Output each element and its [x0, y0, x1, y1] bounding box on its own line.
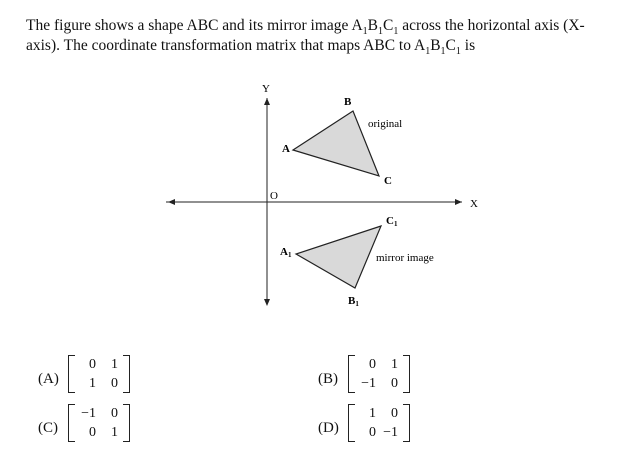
triangle-mirror [296, 226, 381, 288]
matrix-grid: 1 0 0 −1 [369, 406, 398, 440]
option-d-label[interactable]: (D) [318, 420, 339, 436]
question-line-2: axis). The coordinate transformation matrix that maps ABC to $A_1B_1C_1$ is [26, 37, 476, 58]
option-c-label[interactable]: (C) [38, 420, 58, 436]
matrix-bracket-right [123, 355, 130, 393]
x-axis-left-arrow [168, 199, 175, 205]
option-c-matrix [68, 404, 130, 442]
point-b1-label: B1 [348, 295, 359, 308]
matrix-grid: 0 1 1 0 [89, 357, 118, 391]
y-axis-label: Y [262, 83, 270, 95]
matrix-bracket-left [68, 355, 75, 393]
point-c1-label: C1 [386, 215, 398, 228]
point-a1-label: A1 [280, 246, 292, 259]
point-b-label: B [344, 96, 352, 108]
point-a-label: A [282, 143, 290, 155]
y-axis-bottom-arrow [264, 299, 270, 306]
matrix-bracket-left [68, 404, 75, 442]
origin-label: O [270, 190, 278, 202]
matrix-grid: −1 0 0 1 [81, 406, 118, 440]
matrix-bracket-right [403, 355, 410, 393]
mirror-image-label: mirror image [376, 252, 434, 264]
question-line-1: The figure shows a shape ABC and its mirror image $A_1B_1C_1$ across the horizontal axis (X- [26, 17, 585, 38]
matrix-grid: 0 1 −1 0 [361, 357, 398, 391]
matrix-bracket-left [348, 355, 355, 393]
option-a-label[interactable]: (A) [38, 371, 59, 387]
point-c-label: C [384, 175, 392, 187]
matrix-bracket-left [348, 404, 355, 442]
x-axis-label: X [470, 198, 478, 210]
matrix-bracket-right [123, 404, 130, 442]
triangle-original [293, 111, 379, 176]
option-d-matrix [348, 404, 410, 442]
option-b-matrix [348, 355, 410, 393]
original-label: original [368, 118, 403, 130]
matrix-bracket-right [403, 404, 410, 442]
option-a-matrix [68, 355, 130, 393]
option-b-label[interactable]: (B) [318, 371, 338, 387]
